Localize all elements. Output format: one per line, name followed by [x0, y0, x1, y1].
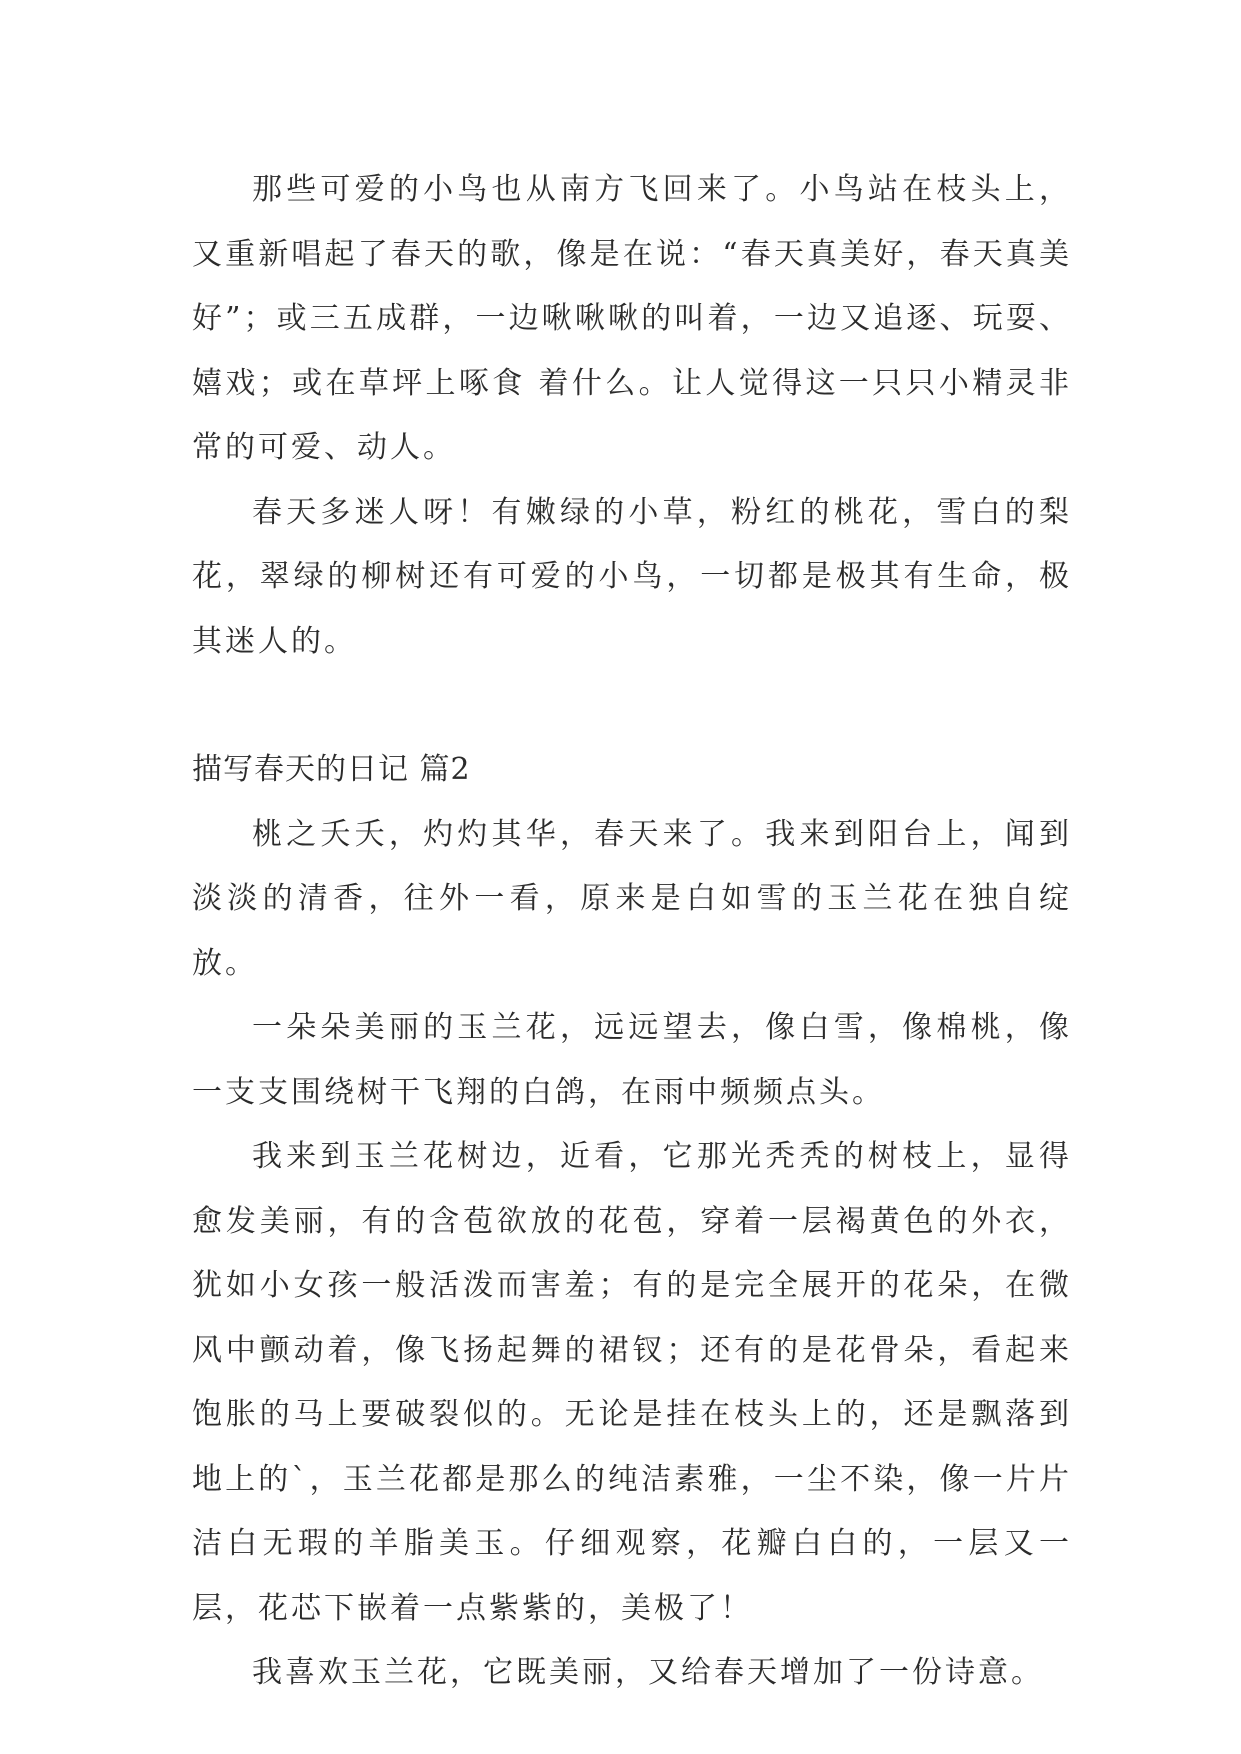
paragraph-spring-charm: 春天多迷人呀！有嫩绿的小草，粉红的桃花，雪白的梨花，翠绿的柳树还有可爱的小鸟，一切都是极其有生命，极其迷人的。 — [192, 494, 1072, 659]
paragraph-birds: 那些可爱的小鸟也从南方飞回来了。小鸟站在枝头上，又重新唱起了春天的歌，像是在说：“春天真美好，春天真美好”；或三五成群，一边啾啾啾的叫着，一边又追逐、玩耍、嬉戏；或在草坪上啄食 着什么。让人觉得这一只只小精灵非常的可爱、动人。 — [192, 172, 1072, 465]
paragraph-magnolia-view: 一朵朵美丽的玉兰花，远远望去，像白雪，像棉桃，像一支支围绕树干飞翔的白鸽，在雨中频频点头。 — [192, 1010, 1072, 1110]
section-title: 描写春天的日记 篇2 — [192, 752, 471, 787]
paragraph-magnolia-intro: 桃之夭夭，灼灼其华，春天来了。我来到阳台上，闻到淡淡的清香，往外一看，原来是白如雪的玉兰花在独自绽放。 — [192, 816, 1072, 981]
document-body — [192, 158, 1072, 1706]
paragraph-magnolia-conclusion: 我喜欢玉兰花，它既美丽，又给春天增加了一份诗意。 — [252, 1655, 1044, 1690]
paragraph-magnolia-closeup: 我来到玉兰花树边，近看，它那光秃秃的树枝上，显得愈发美丽，有的含苞欲放的花苞，穿着一层褐黄色的外衣，犹如小女孩一般活泼而害羞；有的是完全展开的花朵，在微风中颤动着，像飞扬起舞的裙钗；还有的是花骨朵，看起来饱胀的马上要破裂似的。无论是挂在枝头上的，还是飘落到地上的`，玉兰花都是那么的纯洁素雅，一尘不染，像一片片洁白无瑕的羊脂美玉。仔细观察，花瓣白白的，一层又一层，花芯下嵌着一点紫紫的，美极了！ — [192, 1139, 1072, 1626]
